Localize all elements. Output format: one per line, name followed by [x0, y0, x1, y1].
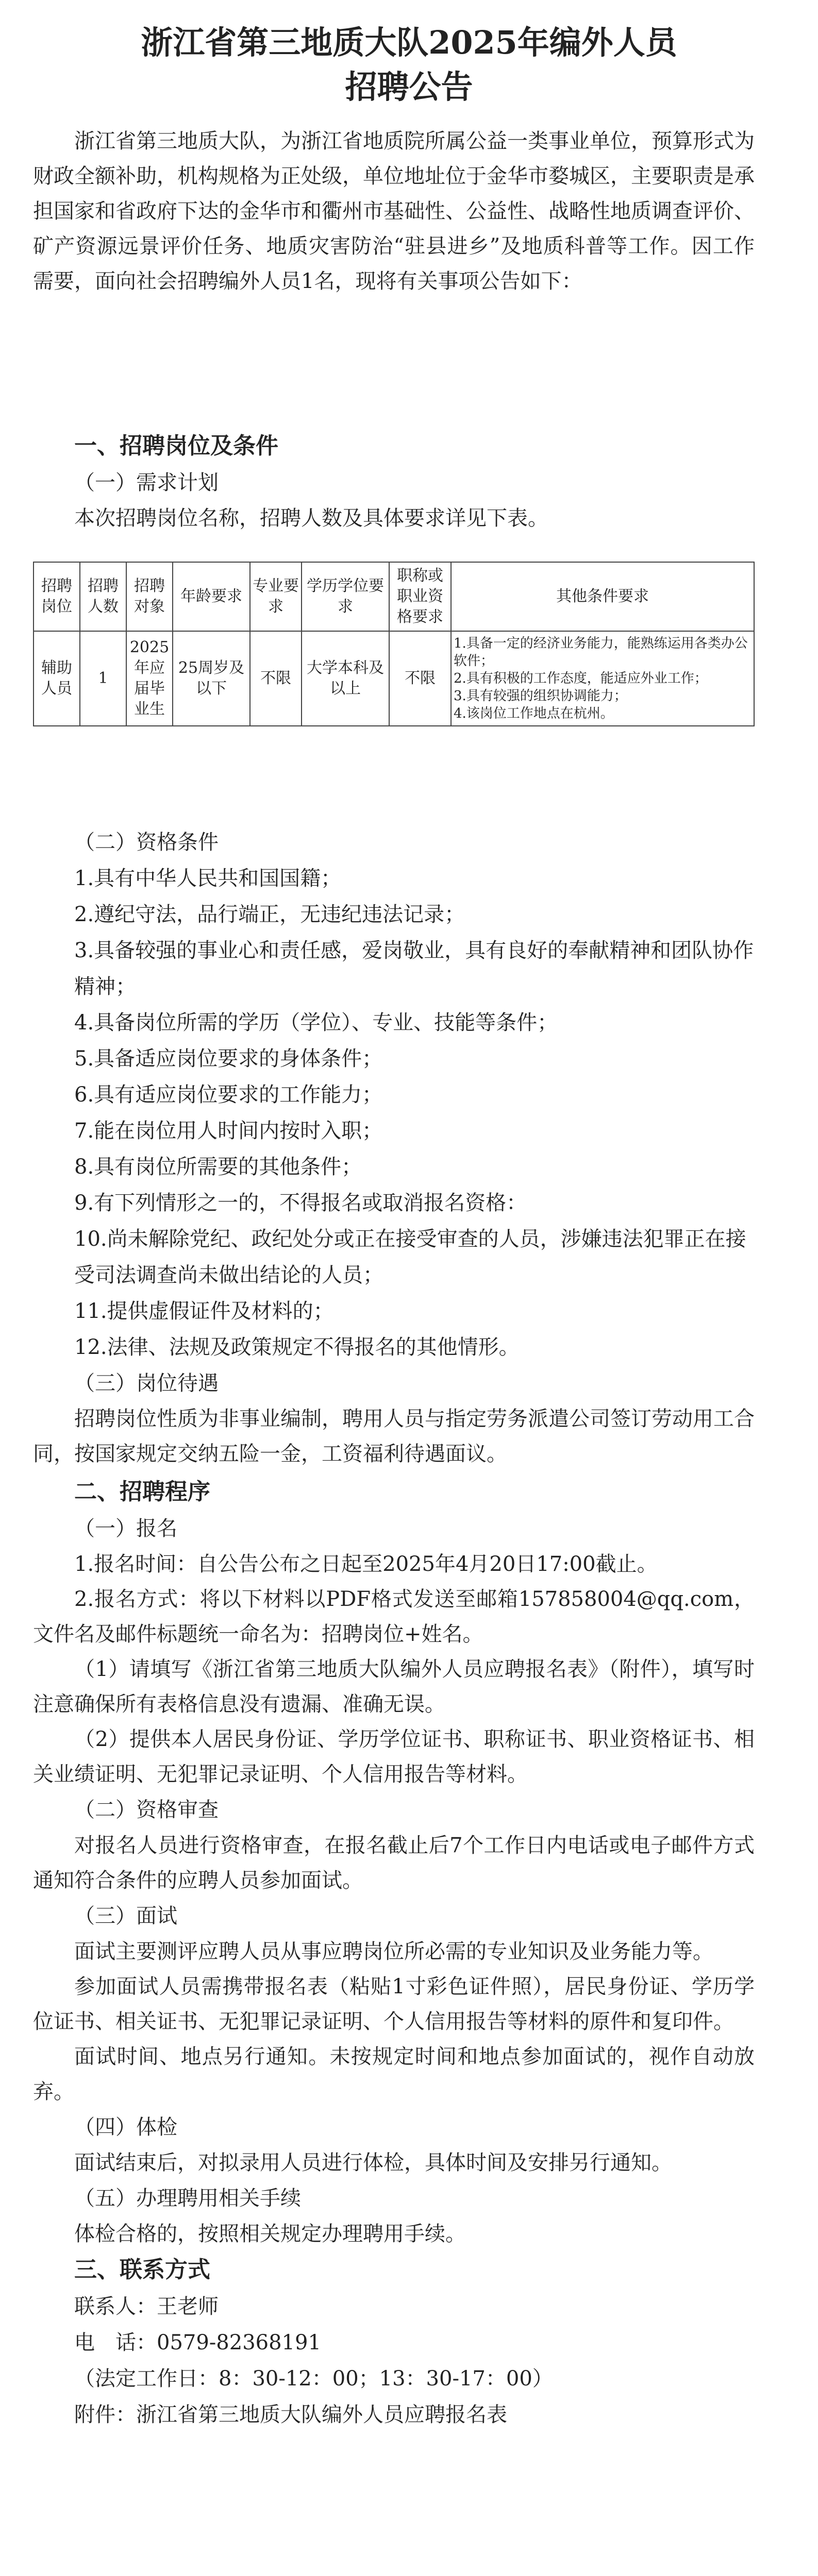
table-header-cell: 职称或职业资格要求 — [389, 562, 451, 631]
signup-form-note: （1）请填写《浙江省第三地质大队编外人员应聘报名表》（附件），填写时注意确保所有表格信息没有遗漏、准确无误。 — [33, 1657, 755, 1716]
section-1-heading-block — [33, 428, 755, 536]
table-cell: 不限 — [250, 631, 302, 726]
contact-phone: 电 话：0579-82368191 — [74, 2331, 321, 2354]
interview-time: 面试时间、地点另行通知。未按规定时间和地点参加面试的，视作自动放弃。 — [33, 2045, 755, 2104]
table-header-cell: 招聘岗位 — [34, 562, 80, 631]
table-header-cell: 招聘人数 — [80, 562, 126, 631]
review-paragraph: 对报名人员进行资格审查，在报名截止后7个工作日内电话或电子邮件方式通知符合条件的应聘人员参加面试。 — [33, 1834, 755, 1892]
section-1-2-heading: （二）资格条件 — [74, 831, 219, 854]
intro-paragraph: 浙江省第三地质大队，为浙江省地质院所属公益一类事业单位，预算形式为财政全额补助，机构规格为正处级，单位地址位于金华市婺城区，主要职责是承担国家和省政府下达的金华市和衢州市基础性、公益性、战略性地质调查评价、矿产资源远景评价任务、地质灾害防治“驻县进乡”及地质科普等工作。因工作需要，面向社会招聘编外人员1名，现将有关事项公告如下： — [33, 129, 755, 293]
table-cell: 1 — [80, 631, 126, 726]
condition-item: 8.具有岗位所需要的其他条件； — [74, 1155, 362, 1179]
condition-item: 7.能在岗位用人时间内按时入职； — [74, 1119, 383, 1143]
qualification-section — [33, 824, 755, 1471]
section-2-4-heading: （四）体检 — [74, 2115, 177, 2139]
table-cell: 不限 — [389, 631, 451, 726]
signup-method: 2.报名方式：将以下材料以PDF格式发送至邮箱157858004@qq.com，文件名及邮件标题统一命名为：招聘岗位+姓名。 — [33, 1587, 755, 1646]
section-2-1-heading: （一）报名 — [74, 1517, 177, 1540]
table-header-row — [34, 562, 754, 631]
table-header-cell: 其他条件要求 — [451, 562, 754, 631]
condition-item: 5.具备适应岗位要求的身体条件； — [74, 1047, 383, 1071]
office-hours: （法定工作日：8：30-12：00；13：30-17：00） — [74, 2367, 553, 2391]
table-cell: 25周岁及以下 — [173, 631, 250, 726]
signup-materials-note: （2）提供本人居民身份证、学历学位证书、职称证书、职业资格证书、相关业绩证明、无犯罪记录证明、个人信用报告等材料。 — [33, 1727, 755, 1786]
section-1-3-heading: （三）岗位待遇 — [74, 1371, 219, 1395]
exam-paragraph: 面试结束后，对拟录用人员进行体检，具体时间及安排另行通知。 — [74, 2151, 672, 2175]
section-1-heading: 一、招聘岗位及条件 — [74, 433, 278, 459]
attachment-note: 附件：浙江省第三地质大队编外人员应聘报名表 — [74, 2403, 507, 2427]
hire-paragraph: 体检合格的，按照相关规定办理聘用手续。 — [74, 2222, 466, 2246]
section-2-3-heading: （三）面试 — [74, 1904, 177, 1928]
contact-person: 联系人：王老师 — [74, 2295, 219, 2318]
section-2-2-heading: （二）资格审查 — [74, 1798, 219, 1822]
condition-item: 9.有下列情形之一的，不得报名或取消报名资格： — [74, 1191, 527, 1215]
condition-item: 3.具备较强的事业心和责任感，爱岗敬业，具有良好的奉献精神和团队协作精神； — [74, 939, 754, 998]
condition-item: 10.尚未解除党纪、政纪处分或正在接受审查的人员，涉嫌违法犯罪正在接受司法调查尚未做出结论的人员； — [74, 1227, 746, 1287]
job-requirements-table — [33, 562, 755, 726]
condition-item: 12.法律、法规及政策规定不得报名的其他情形。 — [74, 1335, 520, 1359]
table-header-cell: 年龄要求 — [173, 562, 250, 631]
section-2-heading: 二、招聘程序 — [74, 1479, 210, 1505]
title-block — [0, 21, 818, 109]
table-cell-other-conditions: 1.具备一定的经济业务能力，能熟练运用各类办公软件； 2.具有积极的工作态度，能适应外业工作； 3.具有较强的组织协调能力； 4.该岗位工作地点在杭州。 — [451, 631, 754, 726]
page-title: 浙江省第三地质大队2025年编外人员 — [141, 24, 677, 61]
condition-item: 11.提供虚假证件及材料的； — [74, 1299, 334, 1323]
table-cell: 2025年应届毕业生 — [126, 631, 173, 726]
page-subtitle: 招聘公告 — [345, 68, 473, 106]
table-header-cell: 招聘对象 — [126, 562, 173, 631]
table-cell: 大学本科及以上 — [302, 631, 389, 726]
condition-item: 2.遵纪守法，品行端正，无违纪违法记录； — [74, 903, 465, 926]
salary-paragraph: 招聘岗位性质为非事业编制，聘用人员与指定劳务派遣公司签订劳动用工合同，按国家规定交纳五险一金，工资福利待遇面议。 — [33, 1407, 755, 1466]
interview-materials: 参加面试人员需携带报名表（粘贴1寸彩色证件照），居民身份证、学历学位证书、相关证书、无犯罪记录证明、个人信用报告等材料的原件和复印件。 — [33, 1975, 755, 2033]
condition-item: 1.具有中华人民共和国国籍； — [74, 867, 342, 890]
section-2-5-heading: （五）办理聘用相关手续 — [74, 2187, 301, 2210]
intro-section — [33, 124, 755, 299]
condition-item: 6.具有适应岗位要求的工作能力； — [74, 1083, 383, 1107]
procedure-section — [33, 1473, 755, 2433]
section-1-1-heading: （一）需求计划 — [74, 471, 219, 495]
section-1-1-text: 本次招聘岗位名称，招聘人数及具体要求详见下表。 — [74, 506, 548, 530]
condition-item: 4.具备岗位所需的学历（学位）、专业、技能等条件； — [74, 1011, 558, 1035]
interview-paragraph: 面试主要测评应聘人员从事应聘岗位所必需的专业知识及业务能力等。 — [74, 1940, 713, 1963]
table-row — [34, 631, 754, 726]
signup-time: 1.报名时间：自公告公布之日起至2025年4月20日17:00截止。 — [74, 1552, 658, 1576]
section-3-heading: 三、联系方式 — [74, 2257, 210, 2283]
table-header-cell: 专业要求 — [250, 562, 302, 631]
table-cell: 辅助人员 — [34, 631, 80, 726]
table-header-cell: 学历学位要求 — [302, 562, 389, 631]
